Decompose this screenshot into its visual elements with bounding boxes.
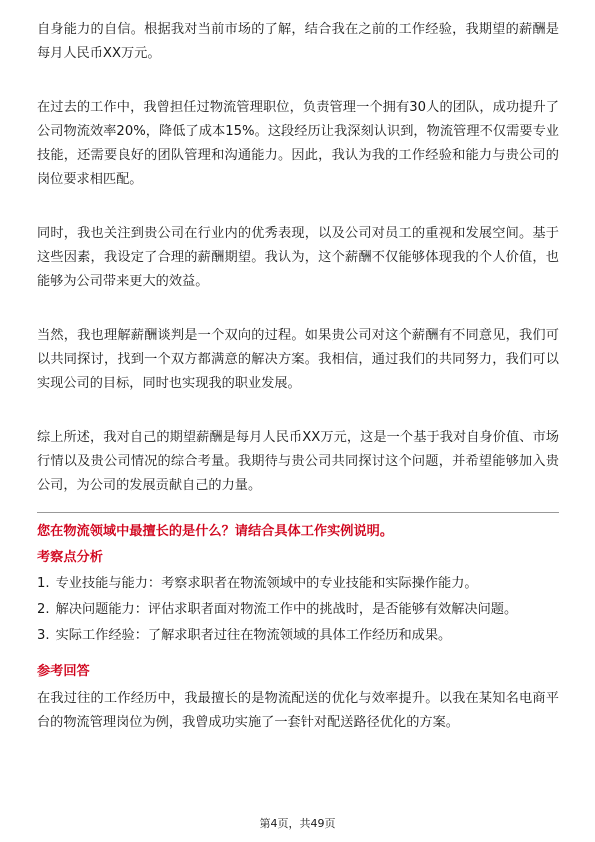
reference-answer: 在我过往的工作经历中，我最擅长的是物流配送的优化与效率提升。以我在某知名电商平台的物流管理岗位为例，我曾成功实施了一套针对配送路径优化的方案。 (37, 691, 559, 730)
analysis-item-text: 实际工作经验：了解求职者过往在物流领域的具体工作经历和成果。 (55, 628, 452, 643)
analysis-item-text: 解决问题能力：评估求职者面对物流工作中的挑战时，是否能够有效解决问题。 (55, 602, 518, 617)
analysis-item-number: 3. (37, 628, 50, 643)
analysis-title: 考察点分析 (37, 550, 103, 565)
analysis-item (37, 625, 559, 647)
analysis-item (37, 573, 559, 595)
paragraph-1: 自身能力的自信。根据我对当前市场的了解，结合我在之前的工作经验，我期望的薪酬是每月人民币XX万元。 (37, 22, 559, 61)
divider (37, 512, 559, 513)
paragraph-2: 在过去的工作中，我曾担任过物流管理职位，负责管理一个拥有30人的团队，成功提升了公司物流效率20%，降低了成本15%。这段经历让我深刻认识到，物流管理不仅需要专业技能，还需要良好的团队管理和沟通能力。因此，我认为我的工作经验和能力与贵公司的岗位要求相匹配。 (37, 100, 559, 187)
paragraph-5: 综上所述，我对自己的期望薪酬是每月人民币XX万元，这是一个基于我对自身价值、市场行情以及贵公司情况的综合考量。我期待与贵公司共同探讨这个问题，并希望能够加入贵公司，为公司的发展贡献自己的力量。 (37, 430, 559, 493)
analysis-item (37, 599, 559, 621)
paragraph-3: 同时，我也关注到贵公司在行业内的优秀表现，以及公司对员工的重视和发展空间。基于这些因素，我设定了合理的薪酬期望。我认为，这个薪酬不仅能够体现我的个人价值，也能够为公司带来更大的效益。 (37, 226, 559, 289)
analysis-item-number: 1. (37, 576, 50, 591)
analysis-item-text: 专业技能与能力：考察求职者在物流领域中的专业技能和实际操作能力。 (55, 576, 478, 591)
paragraph-4: 当然，我也理解薪酬谈判是一个双向的过程。如果贵公司对这个薪酬有不同意见，我们可以共同探讨，找到一个双方都满意的解决方案。我相信，通过我们的共同努力，我们可以实现公司的目标，同时也实现我的职业发展。 (37, 328, 559, 391)
analysis-item-number: 2. (37, 602, 50, 617)
reference-title: 参考回答 (37, 664, 90, 679)
document-body (37, 18, 559, 735)
page-footer: 第4页，共49页 (259, 817, 336, 830)
question-heading: 您在物流领域中最擅长的是什么？请结合具体工作实例说明。 (37, 524, 394, 539)
